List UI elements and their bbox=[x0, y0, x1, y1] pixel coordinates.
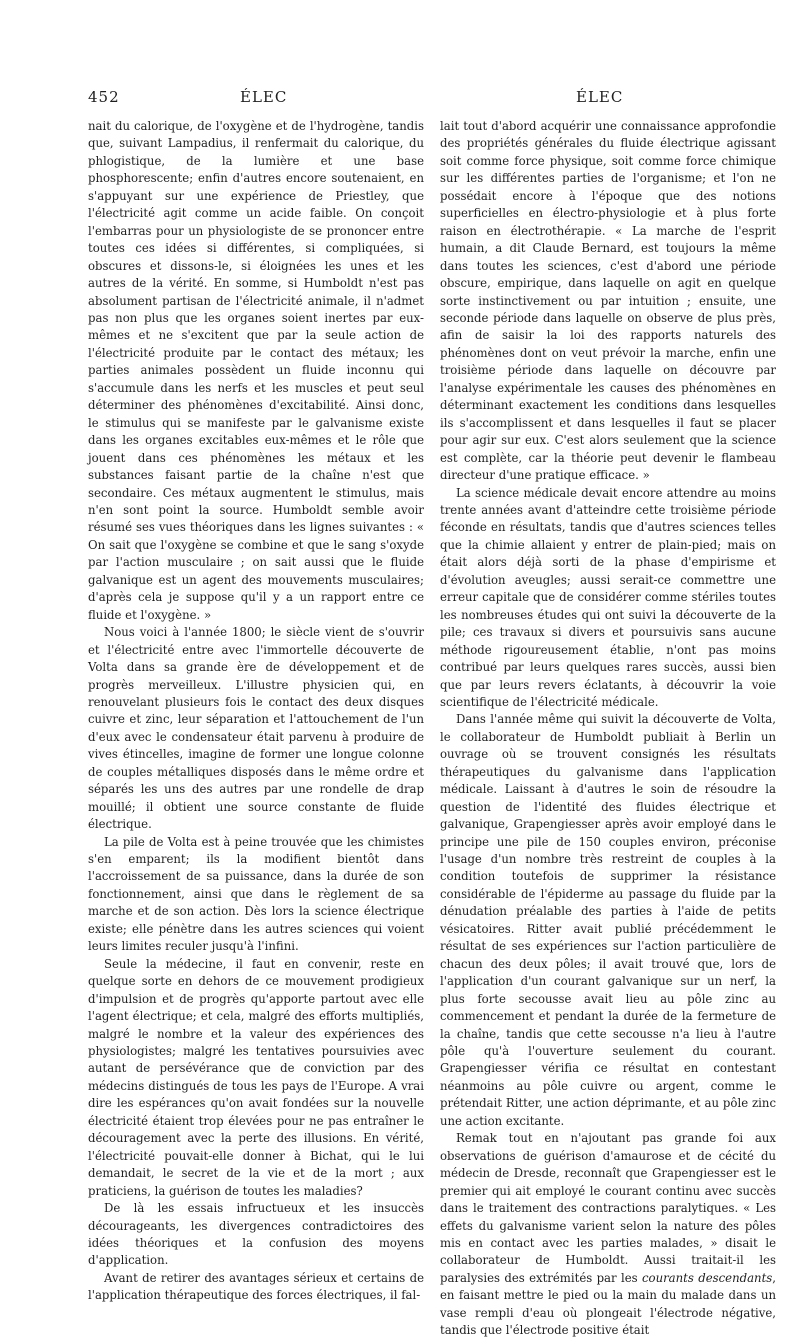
paragraph: De là les essais infructueux et les insuccès décourageants, les divergences contradictoires des idées théoriques et la confusion des moyens d'application. bbox=[88, 1201, 424, 1268]
paragraph: Seule la médecine, il faut en convenir, reste en quelque sorte en dehors de ce mouvement prodigieux d'impulsion et de progrès qu'apporte partout avec elle l'agent électrique; et cela, malgré des efforts multipliés, malgré le nombre et la valeur des expériences des physiologistes; malgré les tentatives poursuivies avec autant de persévérance que de conviction par des médecins distingués de tous les pays de l'Europe. A vrai dire les espérances qu'on avait fondées sur la nouvelle électricité étaient trop élevées pour ne pas entraîner le découragement avec la perte des illusions. En vérité, l'électricité pouvait-elle donner à Bichat, qui le lui demandait, le secret de la vie et de la mort ; aux praticiens, la guérison de toutes les maladies? bbox=[88, 956, 424, 1198]
paragraph: La science médicale devait encore attendre au moins trente années avant d'atteindre cette troisième période féconde en résultats, tandis que d'autres sciences telles que la chimie allaient y entrer de plain-pied; mais on était alors déjà sorti de la phase d'empirisme et d'évolution aveugles; aussi serait-ce commettre une erreur capitale que de considérer comme stériles toutes les nombreuses études qui ont suivi la découverte de la pile; ces travaux si divers et poursuivis sans aucune méthode rigoureusement établie, n'ont pas moins contribué par leurs quelques rares succès, aussi bien que par leurs revers éclatants, à découvrir la voie scientifique de l'électricité médicale. bbox=[440, 485, 776, 709]
right-column bbox=[440, 118, 776, 1340]
running-header bbox=[88, 88, 768, 108]
paragraph-text: Remak tout en n'ajoutant pas grande foi aux observations de guérison d'amaurose et de cécité du médecin de Dresde, reconnaît que Grapengiesser est le premier qui ait employé le courant continu avec succès dans le traitement des contractions paralytiques. « Les effets du galvanisme varient selon la nature des pôles mis en contact avec les parties malades, » disait le collaborateur de Humboldt. Aussi traitait-il les paralysies des extrémités par les bbox=[440, 1131, 776, 1285]
paragraph: Avant de retirer des avantages sérieux et certains de l'application thérapeutique des forces électriques, il fal- bbox=[88, 1270, 424, 1303]
italic-term: courants descendants bbox=[641, 1270, 773, 1285]
paragraph: Dans l'année même qui suivit la découverte de Volta, le collaborateur de Humboldt publiait à Berlin un ouvrage où se trouvent consignés les résultats thérapeutiques du galvanisme dans l'application médicale. Laissant à d'autres le soin de résoudre la question de l'identité des fluides électrique et galvanique, Grapengiesser après avoir employé dans le principe une pile de 150 couples environ, préconise l'usage d'un nombre très restreint de couples à la condition toutefois de supprimer la résistance considérable de l'épiderme au passage du fluide par la dénudation préalable des parties à l'aide de petits vésicatoires. Ritter avait publié précédemment le résultat de ses expériences sur l'action particulière de chacun des deux pôles; il avait trouvé que, lors de l'application d'un courant galvanique sur un nerf, la plus forte secousse avait lieu au pôle zinc au commencement et pendant la durée de la fermeture de la chaîne, tandis que cette secousse n'a lieu à l'autre pôle qu'à l'ouverture seulement du courant. Grapengiesser vérifia ce résultat en contestant néanmoins au pôle cuivre ou argent, comme le prétendait Ritter, une action déprimante, et au pôle zinc une action excitante. bbox=[440, 712, 776, 1128]
left-running-title: ÉLEC bbox=[240, 88, 288, 106]
paragraph: lait tout d'abord acquérir une connaissance approfondie des propriétés générales du fluide électrique agissant soit comme force physique, soit comme force chimique sur les différentes parties de l'organisme; et l'on ne possédait encore à l'époque que des notions superficielles en électro-physiologie et à plus forte raison en électrothérapie. « La marche de l'esprit humain, a dit Claude Bernard, est toujours la même dans toutes les sciences, c'est d'abord une période obscure, empirique, dans laquelle on agit en quelque sorte instinctivement ou par intuition ; ensuite, une seconde période dans laquelle on observe de plus près, afin de saisir la loi des rapports naturels des phénomènes dont on veut prévoir la marche, enfin une troisième période dans laquelle on découvre par l'analyse expérimentale les causes des phénomènes en déterminant exactement les conditions dans lesquelles ils s'accomplissent et dans lesquelles il faut se placer pour agir sur eux. C'est alors seulement que la science est complète, car la théorie peut devenir le flambeau directeur d'une pratique efficace. » bbox=[440, 119, 776, 483]
paragraph: La pile de Volta est à peine trouvée que les chimistes s'en emparent; ils la modifient bientôt dans l'accroissement de sa puissance, dans la durée de son fonctionnement, ainsi que dans le règlement de sa marche et de son action. Dès lors la science électrique existe; elle pénètre dans les autres sciences qui voient leurs limites reculer jusqu'à l'infini. bbox=[88, 834, 424, 954]
paragraph bbox=[440, 1130, 776, 1339]
paragraph: Nous voici à l'année 1800; le siècle vient de s'ouvrir et l'électricité entre avec l'immortelle découverte de Volta dans sa grande ère de développement et de progrès merveilleux. L'illustre physicien qui, en renouvelant plusieurs fois le contact des deux disques cuivre et zinc, leur séparation et l'attouchement de l'un d'eux avec le condensateur était parvenu à produire de vives étincelles, imagine de former une longue colonne de couples métalliques disposés dans le même ordre et séparés les uns des autres par une rondelle de drap mouillé; il obtient une source constante de fluide électrique. bbox=[88, 625, 424, 832]
right-running-title: ÉLEC bbox=[576, 88, 624, 106]
left-column bbox=[88, 118, 424, 1305]
page-number: 452 bbox=[88, 88, 120, 106]
paragraph-text: , en faisant mettre le pied ou la main du malade dans un vase rempli d'eau où plongeait l'électrode négative, tandis que l'électrode positive était bbox=[440, 1270, 776, 1338]
paragraph: nait du calorique, de l'oxygène et de l'hydrogène, tandis que, suivant Lampadius, il renfermait du calorique, du phlogistique, de la lumière et une base phosphorescente; enfin d'autres encore soutenaient, en s'appuyant sur une expérience de Priestley, que l'électricité agit comme un acide faible. On conçoit l'embarras pour un physiologiste de se prononcer entre toutes ces idées si différentes, si compliquées, si obscures et dissons-le, si éloignées les unes et les autres de la vérité. En somme, si Humboldt n'est pas absolument partisan de l'électricité animale, il n'admet pas non plus que les organes soient inertes par eux-mêmes et ne s'excitent que par la seule action de l'électricité produite par le contact des métaux; les parties animales possèdent un fluide inconnu qui s'accumule dans les nerfs et les muscles et peut seul déterminer des phénomènes d'excitabilité. Ainsi donc, le stimulus qui se manifeste par le galvanisme existe dans les organes excitables eux-mêmes et le rôle que jouent dans ces phénomènes les métaux et les substances faisant partie de la chaîne n'est que secondaire. Ces métaux augmentent le stimulus, mais n'en sont point la source. Humboldt semble avoir résumé ses vues théoriques dans les lignes suivantes : « On sait que l'oxygène se combine et que le sang s'oxyde par l'action musculaire ; on sait aussi que le fluide galvanique est un agent des mouvements musculaires; d'après cela je suppose qu'il y a un rapport entre ce fluide et l'oxygène. » bbox=[88, 119, 424, 622]
